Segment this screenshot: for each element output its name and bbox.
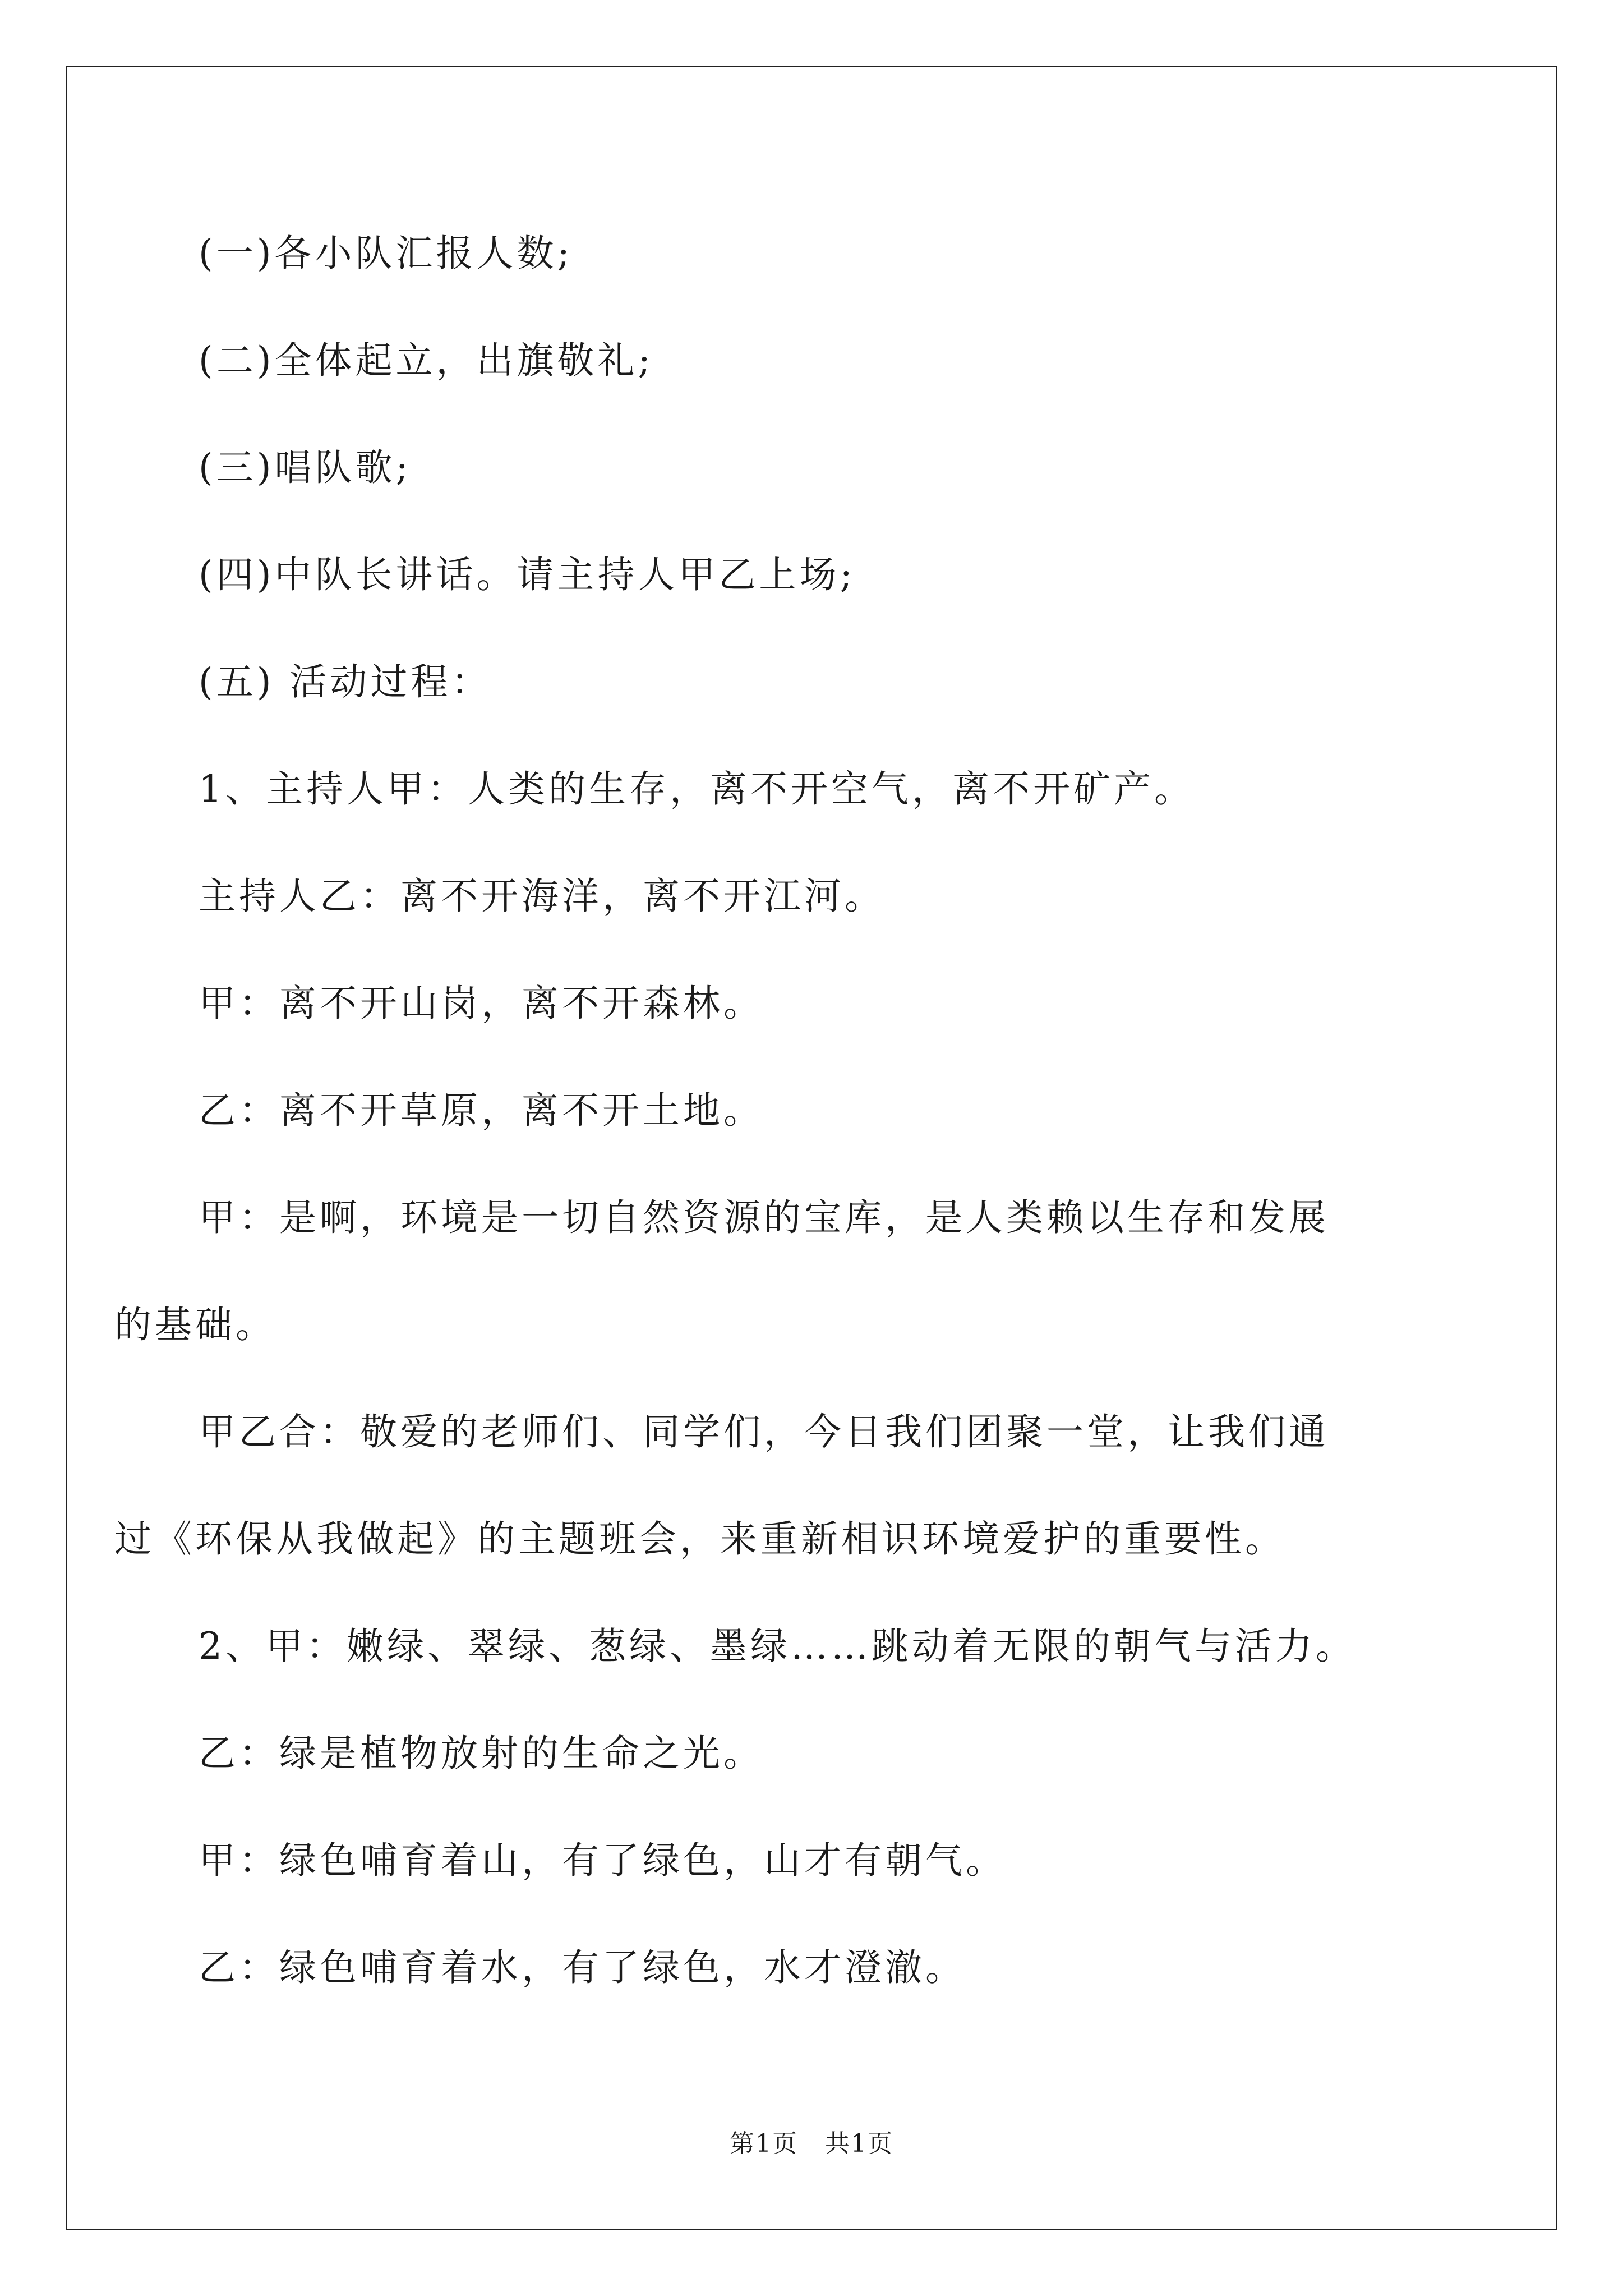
paragraph-line: 甲乙合：敬爱的老师们、同学们，今日我们团聚一堂，让我们通 [199, 1410, 1329, 1453]
paragraph-line: 乙：绿色哺育着水，有了绿色，水才澄澈。 [199, 1946, 966, 1989]
paragraph-line: (三)唱队歌; [199, 446, 412, 489]
paragraph-line: 2、甲：嫩绿、翠绿、葱绿、墨绿……跳动着无限的朝气与活力。 [199, 1625, 1356, 1668]
paragraph-line: (五) 活动过程： [199, 660, 492, 703]
page-border [66, 66, 1557, 2230]
paragraph-line: (四)中队长讲话。请主持人甲乙上场; [199, 553, 856, 596]
paragraph-line: 乙：离不开草原，离不开土地。 [199, 1089, 764, 1132]
paragraph-line: 过《环保从我做起》的主题班会，来重新相识环境爱护的重要性。 [114, 1517, 1285, 1561]
paragraph-line: 主持人乙：离不开海洋，离不开江河。 [199, 875, 885, 918]
page-number: 第1页 [730, 2129, 798, 2158]
page-total: 共1页 [825, 2129, 893, 2158]
paragraph-line: (二)全体起立，出旗敬礼; [199, 339, 654, 382]
paragraph-line: 的基础。 [114, 1303, 276, 1346]
paragraph-line: 乙：绿是植物放射的生命之光。 [199, 1732, 764, 1775]
paragraph-line: (一)各小队汇报人数; [199, 232, 573, 275]
paragraph-line: 1、主持人甲：人类的生存，离不开空气，离不开矿产。 [199, 767, 1195, 811]
paragraph-line: 甲：离不开山岗，离不开森林。 [199, 982, 764, 1025]
paragraph-line: 甲：是啊，环境是一切自然资源的宝库，是人类赖以生存和发展 [199, 1196, 1329, 1239]
paragraph-line: 甲：绿色哺育着山，有了绿色，山才有朝气。 [199, 1839, 1006, 1882]
page-footer [0, 2128, 1623, 2160]
